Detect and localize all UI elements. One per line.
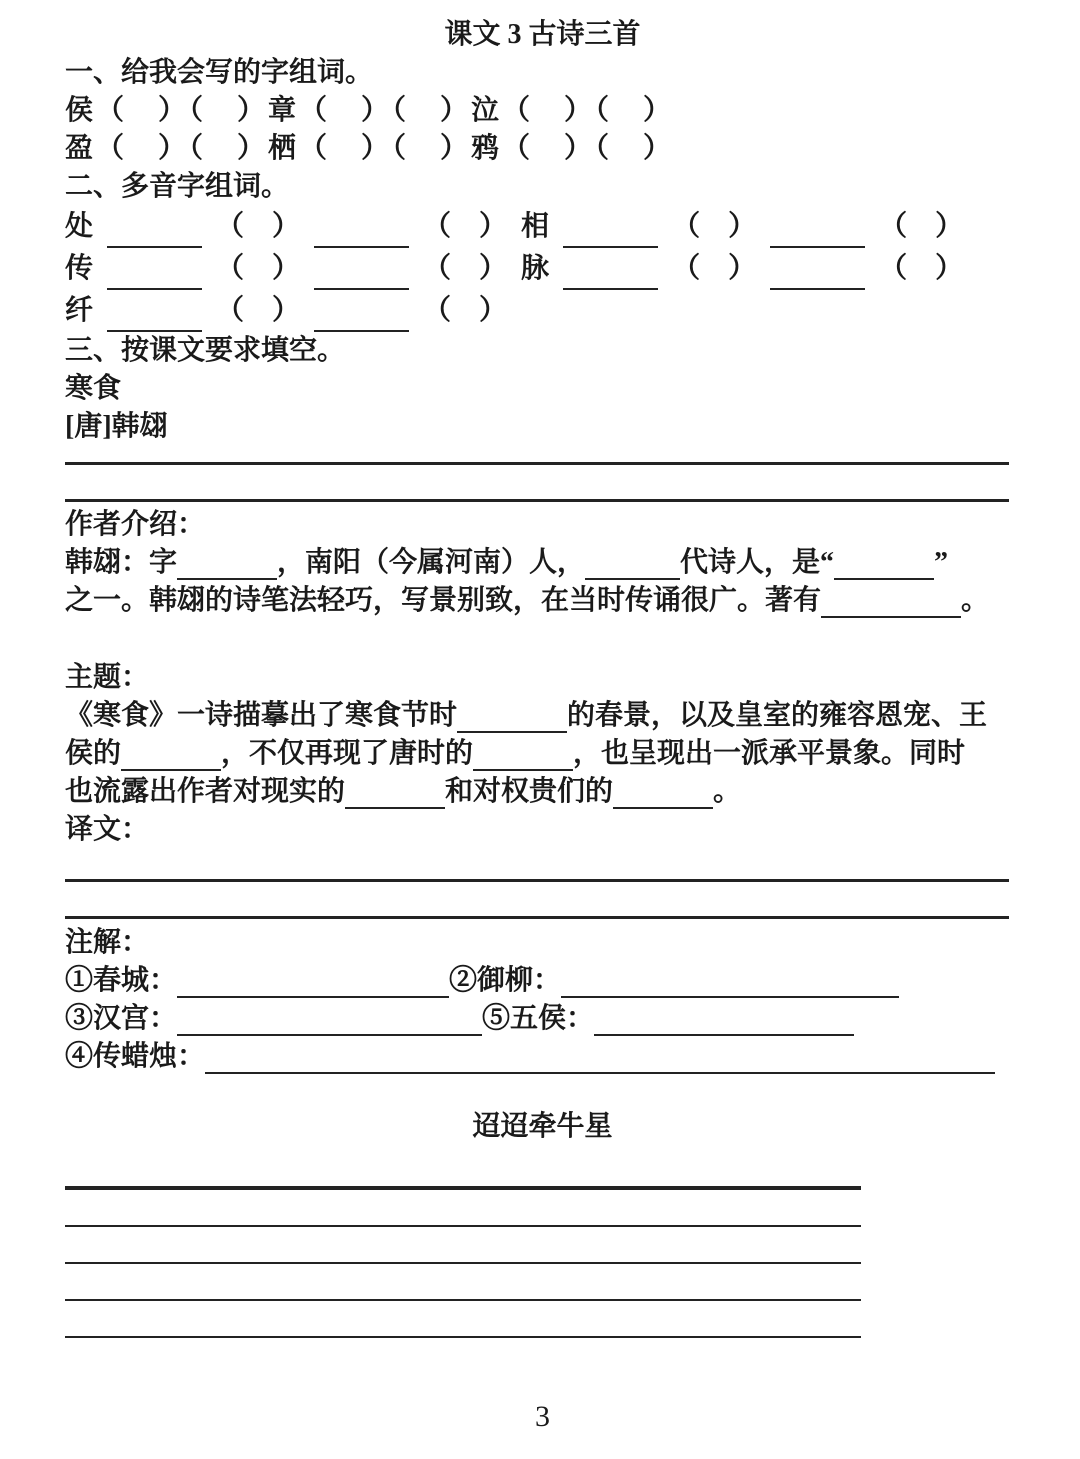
answer-line — [65, 1262, 861, 1264]
word-row — [65, 92, 1020, 130]
answer-line — [65, 499, 1009, 502]
author-intro-label: 作者介绍： — [65, 509, 206, 540]
text-segment: 《寒食》一诗描摹出了寒食节时 — [65, 700, 458, 731]
fill-blank — [594, 1032, 854, 1036]
fill-blank — [821, 614, 961, 618]
theme-line — [65, 773, 1020, 811]
text-segment: 。 — [961, 585, 990, 616]
text-segment: 脉 — [521, 253, 550, 284]
text-segment: ” — [934, 547, 949, 578]
poem1-author: [唐]韩翃 — [65, 411, 168, 442]
text-segment: （ ） — [423, 211, 508, 242]
text-segment: ④传蜡烛： — [65, 1041, 206, 1072]
text-segment: 侯的 — [65, 738, 122, 769]
text-segment: 的春景，以及皇室的雍容恩宠、王 — [567, 700, 988, 731]
polyphone-row — [65, 206, 1020, 248]
text-segment: ③汉宫： — [65, 1003, 178, 1034]
text-segment: ⑤五侯： — [482, 1003, 595, 1034]
polyphone-row — [65, 290, 1020, 332]
fill-blank — [177, 576, 277, 580]
theme-line — [65, 735, 1020, 773]
notes-label: 注解： — [65, 927, 150, 958]
fill-blank — [563, 286, 658, 290]
section-1-heading: 一、给我会写的字组词。 — [65, 57, 374, 88]
fill-blank — [585, 576, 680, 580]
fill-blank — [177, 1032, 482, 1036]
text-segment: ，也呈现出一派承平景象。同时 — [573, 738, 966, 769]
answer-line — [65, 1299, 861, 1301]
text-segment: 纤 — [65, 295, 94, 326]
text-segment: （ ） — [216, 211, 301, 242]
answer-line — [65, 462, 1009, 465]
section-2-heading: 二、多音字组词。 — [65, 171, 290, 202]
text-segment: 相 — [521, 211, 550, 242]
fill-blank — [177, 994, 449, 998]
text-segment: 处 — [65, 211, 94, 242]
text-segment: （ ） — [879, 253, 964, 284]
answer-line — [65, 1186, 861, 1190]
answer-line — [65, 916, 1009, 919]
page-number: 3 — [535, 1400, 550, 1433]
fill-blank — [457, 729, 567, 733]
fill-blank — [205, 1070, 995, 1074]
text-segment: 传 — [65, 253, 94, 284]
text-segment: 和对权贵们的 — [445, 776, 614, 807]
section-3-heading: 三、按课文要求填空。 — [65, 335, 346, 366]
fill-blank — [473, 767, 573, 771]
text-segment: 盈（ ）（ ）栖（ ）（ ）鸦（ ）（ ） — [65, 133, 675, 164]
poem2-title: 迢迢牵牛星 — [472, 1111, 613, 1142]
text-segment: 韩翃：字 — [65, 547, 178, 578]
text-segment: ①春城： — [65, 965, 178, 996]
text-segment: ②御柳： — [449, 965, 562, 996]
answer-line — [65, 1336, 861, 1338]
theme-line — [65, 697, 1020, 735]
fill-blank — [613, 805, 713, 809]
fill-blank — [345, 805, 445, 809]
polyphone-row — [65, 248, 1020, 290]
text-segment: （ ） — [672, 253, 757, 284]
theme-label: 主题： — [65, 662, 150, 693]
note-line — [65, 962, 1020, 1000]
text-segment: 。 — [713, 776, 742, 807]
text-segment: （ ） — [216, 295, 301, 326]
word-row — [65, 130, 1020, 168]
answer-line — [65, 1225, 861, 1227]
text-segment: （ ） — [879, 211, 964, 242]
text-segment: 也流露出作者对现实的 — [65, 776, 346, 807]
author-intro-line — [65, 582, 1020, 620]
text-segment: 之一。韩翃的诗笔法轻巧，写景别致，在当时传诵很广。著有 — [65, 585, 822, 616]
note-line — [65, 1038, 1020, 1076]
fill-blank — [834, 576, 934, 580]
fill-blank — [770, 286, 865, 290]
translation-label: 译文： — [65, 814, 150, 845]
answer-line — [65, 879, 1009, 882]
text-segment: ，南阳（今属河南）人， — [277, 547, 586, 578]
text-segment: （ ） — [423, 295, 508, 326]
lesson-title: 课文 3 古诗三首 — [444, 19, 641, 50]
fill-blank — [121, 767, 221, 771]
note-line — [65, 1000, 1020, 1038]
text-segment: （ ） — [423, 253, 508, 284]
text-segment: 代诗人，是“ — [680, 547, 835, 578]
text-segment: （ ） — [216, 253, 301, 284]
poem1-title: 寒食 — [65, 373, 122, 404]
text-segment: （ ） — [672, 211, 757, 242]
text-segment: 侯（ ）（ ）章（ ）（ ）泣（ ）（ ） — [65, 95, 675, 126]
author-intro-line — [65, 544, 1020, 582]
fill-blank — [561, 994, 899, 998]
text-segment: ，不仅再现了唐时的 — [221, 738, 474, 769]
